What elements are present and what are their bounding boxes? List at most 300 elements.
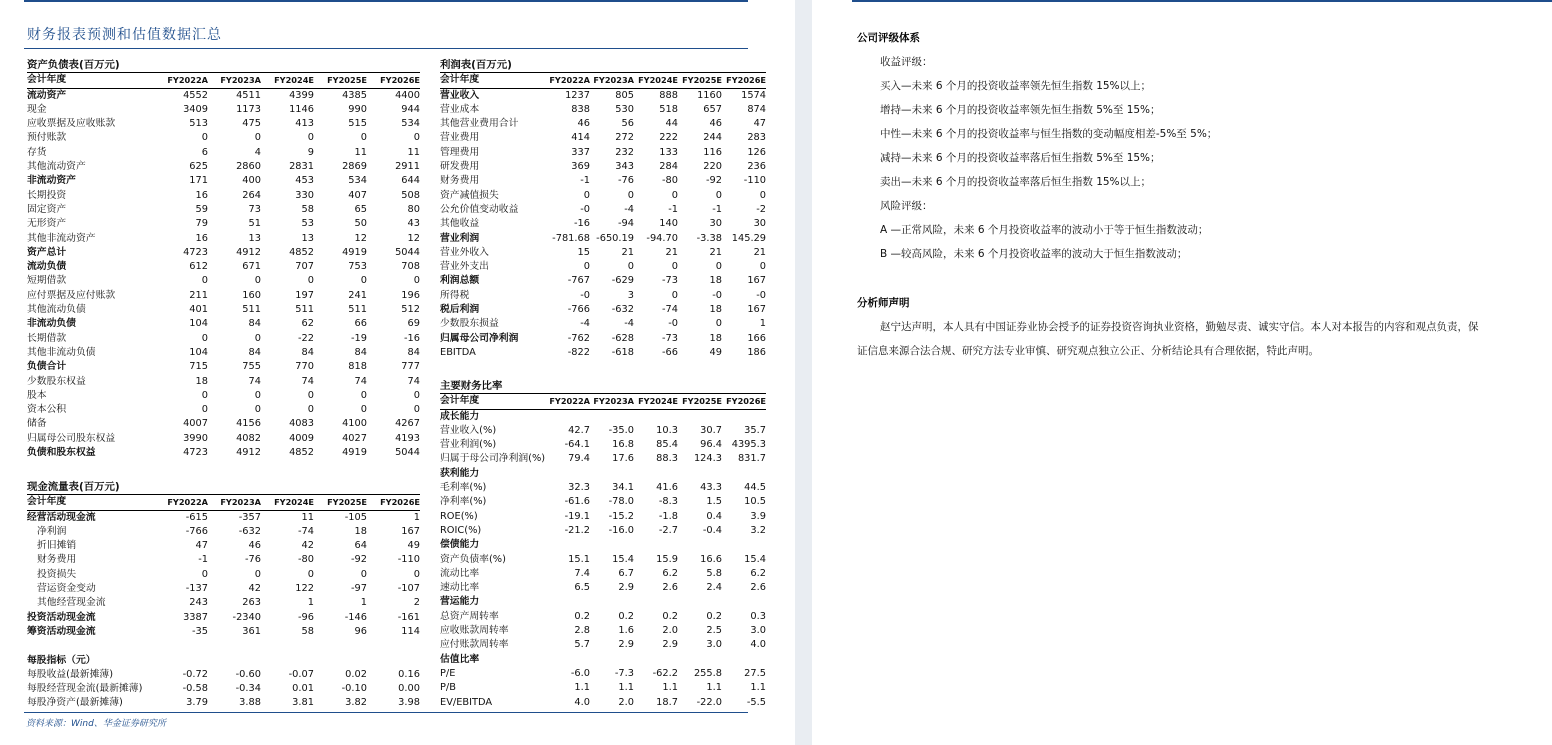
balance-sheet-table: [27, 58, 420, 460]
table-row: [27, 654, 420, 668]
table-row: [27, 539, 420, 553]
cell-value: 944: [401, 103, 420, 115]
row-label: 筹资活动现金流: [27, 625, 96, 637]
table-row: [27, 246, 420, 260]
cell-value: 0: [413, 275, 420, 287]
cell-value: 6.5: [574, 582, 590, 594]
row-label: 储备: [27, 418, 47, 430]
cell-value: -22.0: [696, 696, 722, 708]
cell-value: 49: [407, 540, 420, 552]
cell-value: 1: [307, 597, 314, 609]
row-label: 营业费用: [440, 132, 480, 144]
cell-value: 145.29: [731, 232, 767, 244]
cell-value: [590, 409, 634, 424]
row-label: 营运能力: [440, 596, 480, 608]
cell-value: [722, 653, 766, 667]
row-label: 其他流动资产: [27, 161, 86, 173]
cell-value: 1.1: [750, 682, 766, 694]
cell-value: -35.0: [608, 424, 634, 436]
cell-value: 6.2: [750, 567, 766, 579]
cell-value: 4723: [183, 447, 208, 459]
cell-value: 64: [354, 540, 367, 552]
table-row: [440, 232, 766, 246]
cell-value: 104: [189, 346, 208, 358]
table-row: [27, 131, 420, 145]
row-label: 非流动资产: [27, 175, 76, 187]
cell-value: -137: [185, 583, 208, 595]
cell-value: 30.7: [700, 424, 722, 436]
cell-value: -73: [661, 332, 678, 344]
cell-value: -1: [668, 203, 678, 215]
cell-value: 62: [301, 318, 314, 330]
cell-value: -19.1: [564, 510, 590, 522]
year-header: FY2022A: [546, 394, 590, 409]
cell-value: 4852: [289, 246, 314, 258]
cell-value: [314, 639, 367, 653]
cell-value: [722, 467, 766, 481]
row-label: 少数股东权益: [27, 375, 86, 387]
cell-value: 220: [703, 161, 722, 173]
row-label: 净利率(%): [440, 496, 487, 508]
cell-value: 401: [189, 304, 208, 316]
row-label: 税后利润: [440, 304, 480, 316]
cell-value: 18: [354, 525, 367, 537]
cell-value: 0: [413, 389, 420, 401]
row-label: 营业利润: [440, 232, 480, 244]
table-row: [440, 553, 766, 567]
cell-value: 65: [354, 203, 367, 215]
table-row: [27, 403, 420, 417]
cell-value: 0: [759, 261, 767, 273]
table-row: [440, 481, 766, 495]
row-label: 投资活动现金流: [27, 611, 96, 623]
cell-value: 4193: [395, 432, 420, 444]
cell-value: -105: [344, 511, 367, 523]
cell-value: [546, 409, 590, 424]
cell-value: 74: [354, 375, 367, 387]
table-row: [440, 317, 766, 331]
cell-value: 16: [195, 232, 208, 244]
cell-value: 69: [407, 318, 420, 330]
cell-value: 2.9: [618, 639, 634, 651]
row-label: 公允价值变动收益: [440, 203, 519, 215]
cell-value: 0: [201, 568, 208, 580]
cell-value: [678, 595, 722, 609]
cell-value: -76: [617, 175, 634, 187]
cell-value: -4: [580, 318, 590, 330]
cell-value: 657: [703, 103, 722, 115]
cell-value: -0.07: [288, 668, 314, 680]
fiscal-year-label: 会计年度: [440, 73, 546, 88]
cell-value: 888: [659, 89, 678, 101]
cell-value: [367, 639, 420, 653]
cell-value: 49: [709, 346, 722, 358]
cell-value: 2869: [342, 161, 367, 173]
cell-value: 0.4: [706, 510, 722, 522]
cell-value: 35.7: [744, 424, 766, 436]
cell-value: -0: [580, 289, 590, 301]
row-label: 负债合计: [27, 361, 67, 373]
cell-value: 0: [307, 275, 314, 287]
cell-value: -0: [668, 318, 678, 330]
year-header: FY2024E: [261, 495, 314, 510]
cell-value: 104: [189, 318, 208, 330]
cell-value: -615: [185, 511, 208, 523]
cell-value: 0: [715, 189, 722, 201]
cell-value: 21: [753, 246, 767, 258]
row-label: 资本公积: [27, 404, 67, 416]
cell-value: 17.6: [612, 453, 634, 465]
row-label: 其他非流动负债: [27, 346, 96, 358]
table-row: [440, 303, 766, 317]
cash-flow-table: [27, 480, 420, 711]
cell-value: 30: [753, 218, 767, 230]
cell-value: 369: [571, 161, 590, 173]
cell-value: 0.01: [292, 683, 314, 695]
row-label: P/E: [440, 667, 456, 679]
row-label: 利润总额: [440, 275, 480, 287]
cell-value: 0: [715, 318, 722, 330]
cell-value: -64.1: [564, 439, 590, 451]
cell-value: -6.0: [570, 667, 590, 679]
rating-system-heading: 公司评级体系: [857, 32, 920, 44]
cell-value: 4399: [289, 89, 314, 101]
cell-value: 4082: [236, 432, 261, 444]
cell-value: 126: [747, 146, 767, 158]
row-label: 流动资产: [27, 89, 67, 101]
row-label: P/B: [440, 682, 456, 694]
table-row: [440, 409, 766, 424]
cell-value: 3.81: [292, 697, 314, 709]
cell-value: [155, 639, 208, 653]
cell-value: 513: [189, 118, 208, 130]
table-row: [440, 274, 766, 288]
table-row: [440, 438, 766, 452]
cell-value: -632: [611, 304, 634, 316]
cell-value: 4552: [183, 89, 208, 101]
cell-value: 2.0: [662, 625, 678, 637]
table-row: [27, 389, 420, 403]
cell-value: 15.9: [656, 553, 678, 565]
cell-value: -94.70: [646, 232, 678, 244]
row-label: 无形资产: [27, 218, 67, 230]
cell-value: 11: [301, 511, 314, 523]
cell-value: 4400: [395, 89, 420, 101]
cell-value: 3990: [183, 432, 208, 444]
rating-line: 增持—未来 6 个月的投资收益率领先恒生指数 5%至 15%；: [880, 104, 1161, 116]
table-row: [27, 553, 420, 567]
cell-value: -21.2: [564, 524, 590, 536]
table-row: [27, 682, 420, 696]
cell-value: 42.7: [568, 424, 590, 436]
cell-value: -0.34: [235, 683, 261, 695]
cell-value: 1.1: [662, 682, 678, 694]
cell-value: 1173: [236, 103, 261, 115]
cell-value: -0: [580, 203, 590, 215]
cell-value: -35: [191, 625, 208, 637]
row-label: 经营活动现金流: [27, 511, 96, 523]
cell-value: 2.8: [574, 625, 590, 637]
cell-value: [261, 654, 314, 668]
cell-value: 0: [360, 132, 367, 144]
cell-value: 3.0: [706, 639, 722, 651]
cell-value: 5044: [395, 447, 420, 459]
cell-value: 0: [671, 261, 678, 273]
cell-value: 4267: [395, 418, 420, 430]
cell-value: [314, 654, 367, 668]
cell-value: 15.4: [612, 553, 634, 565]
cell-value: 1: [413, 511, 420, 523]
table-row: [27, 274, 420, 288]
cell-value: 7.4: [574, 567, 590, 579]
year-header: FY2023A: [208, 495, 261, 510]
source-note: 资料来源：Wind、华金证券研究所: [26, 719, 166, 729]
cell-value: [590, 467, 634, 481]
cell-value: 66: [354, 318, 367, 330]
row-label: 应付账款周转率: [440, 639, 509, 651]
cell-value: [722, 538, 766, 552]
year-header: FY2025E: [678, 394, 722, 409]
cell-value: -92: [705, 175, 722, 187]
cell-value: [155, 654, 208, 668]
cell-value: 74: [407, 375, 420, 387]
row-label: 现金: [27, 103, 47, 115]
cell-value: 1.1: [574, 682, 590, 694]
year-header: FY2023A: [208, 73, 261, 88]
cell-value: 3.0: [750, 625, 766, 637]
cell-value: 805: [615, 89, 634, 101]
cell-value: 0: [413, 132, 420, 144]
cell-value: -4: [624, 318, 634, 330]
cell-value: 283: [747, 132, 767, 144]
cell-value: 414: [571, 132, 590, 144]
table-title-row: [27, 480, 420, 495]
cell-value: 2.5: [706, 625, 722, 637]
cell-value: 2.0: [618, 696, 634, 708]
cell-value: 41.6: [656, 482, 678, 494]
analyst-statement-heading: 分析师声明: [857, 297, 910, 309]
row-label: 每股指标（元）: [27, 654, 96, 666]
table-row: [27, 117, 420, 131]
cell-value: -80: [297, 554, 314, 566]
cell-value: 11: [354, 146, 367, 158]
table-row: [440, 424, 766, 438]
table-row: [27, 639, 420, 653]
cell-value: 407: [348, 189, 367, 201]
cell-value: 166: [747, 332, 767, 344]
cell-value: 3.88: [239, 697, 261, 709]
row-label: 偿债能力: [440, 539, 480, 551]
cell-value: 0: [413, 568, 420, 580]
cell-value: -7.3: [614, 667, 634, 679]
year-header: FY2022A: [155, 73, 208, 88]
cell-value: [367, 654, 420, 668]
cell-value: 6.2: [662, 567, 678, 579]
row-label: 其他收益: [440, 218, 480, 230]
cell-value: 3.9: [750, 510, 766, 522]
row-label: 管理费用: [440, 146, 480, 158]
cell-value: 508: [401, 189, 420, 201]
table-title: 主要财务比率: [440, 379, 766, 394]
cell-value: -16: [403, 332, 420, 344]
cell-value: 0.3: [750, 610, 766, 622]
cell-value: 167: [747, 275, 767, 287]
table-row: [27, 375, 420, 389]
table-row: [440, 346, 766, 360]
table-row: [27, 432, 420, 446]
cell-value: -107: [397, 583, 420, 595]
cell-value: 124.3: [693, 453, 722, 465]
top-rule-right: [852, 0, 1552, 2]
cell-value: [634, 595, 678, 609]
cell-value: 140: [659, 218, 678, 230]
cell-value: -0: [756, 289, 767, 301]
cell-value: [678, 409, 722, 424]
cell-value: 15.1: [568, 553, 590, 565]
cell-value: 2.6: [662, 582, 678, 594]
row-label: 总资产周转率: [440, 610, 499, 622]
cell-value: 167: [401, 525, 420, 537]
row-label: 流动比率: [440, 567, 480, 579]
cell-value: 0: [201, 275, 208, 287]
cell-value: -19: [350, 332, 367, 344]
table-row: [440, 624, 766, 638]
rating-line: 减持—未来 6 个月的投资收益率落后恒生指数 5%至 15%；: [880, 152, 1161, 164]
cell-value: -1: [198, 554, 208, 566]
cell-value: 96.4: [700, 439, 722, 451]
cell-value: 236: [747, 161, 767, 173]
year-header: FY2025E: [314, 495, 367, 510]
row-label: 财务费用: [440, 175, 480, 187]
cell-value: 232: [615, 146, 634, 158]
table-row: [440, 103, 766, 117]
cell-value: -94: [617, 218, 634, 230]
row-label: 折旧摊销: [37, 540, 77, 552]
row-label: 存货: [27, 146, 47, 158]
cell-value: 58: [301, 203, 314, 215]
table-row: [27, 446, 420, 460]
cell-value: 2.9: [662, 639, 678, 651]
cell-value: 400: [242, 175, 261, 187]
cell-value: 755: [242, 361, 261, 373]
cell-value: 5.7: [574, 639, 590, 651]
cell-value: 1160: [697, 89, 722, 101]
cell-value: 0.2: [618, 610, 634, 622]
cell-value: -632: [238, 525, 261, 537]
cell-value: 4385: [342, 89, 367, 101]
cell-value: 80: [407, 203, 420, 215]
cell-value: 51: [248, 218, 261, 230]
cell-value: 0: [627, 261, 634, 273]
cell-value: 74: [248, 375, 261, 387]
row-label: 资产负债率(%): [440, 553, 506, 565]
cell-value: 13: [248, 232, 261, 244]
cell-value: [546, 467, 590, 481]
year-header: FY2024E: [634, 73, 678, 88]
row-label: 归属于母公司净利润(%): [440, 453, 546, 465]
cell-value: -16.0: [608, 524, 634, 536]
row-label: 归属母公司股东权益: [27, 432, 116, 444]
table-row: [440, 146, 766, 160]
row-label: 所得税: [440, 289, 470, 301]
cell-value: 0.2: [706, 610, 722, 622]
cell-value: 0.2: [662, 610, 678, 622]
cell-value: 243: [189, 597, 208, 609]
cell-value: 0: [254, 332, 261, 344]
cell-value: 1.6: [618, 625, 634, 637]
cell-value: 6.7: [618, 567, 634, 579]
year-header: FY2026E: [722, 73, 766, 88]
cell-value: -766: [567, 304, 590, 316]
cell-value: 42: [301, 540, 314, 552]
cell-value: 530: [615, 103, 634, 115]
cell-value: -781.68: [552, 232, 590, 244]
cell-value: 0.00: [398, 683, 420, 695]
cell-value: -2: [756, 203, 767, 215]
cell-value: 186: [747, 346, 767, 358]
cell-value: 0: [413, 404, 420, 416]
cell-value: 4009: [289, 432, 314, 444]
table-row: [27, 317, 420, 331]
table-row: [440, 524, 766, 538]
row-label: 应收账款周转率: [440, 625, 509, 637]
table-row: [27, 568, 420, 582]
table-row: [27, 203, 420, 217]
cell-value: 4100: [342, 418, 367, 430]
rating-line: 收益评级：: [880, 56, 933, 68]
cell-value: -0.10: [341, 683, 367, 695]
cell-value: [634, 467, 678, 481]
cell-value: 2911: [395, 161, 420, 173]
cell-value: 21: [621, 246, 634, 258]
cell-value: -74: [297, 525, 314, 537]
table-row: [440, 467, 766, 481]
table-title: 资产负债表(百万元): [27, 58, 420, 73]
cell-value: 4156: [236, 418, 261, 430]
cell-value: 18: [709, 275, 722, 287]
cell-value: -1: [712, 203, 722, 215]
cell-value: 44: [665, 118, 678, 130]
cell-value: 79: [195, 218, 208, 230]
top-rule: [24, 0, 748, 2]
cell-value: 16.6: [700, 553, 722, 565]
cell-value: 4912: [236, 246, 261, 258]
cell-value: -0.72: [182, 668, 208, 680]
row-label: 投资损失: [37, 568, 77, 580]
financial-ratios-table: [440, 379, 766, 710]
rating-line: 卖出—未来 6 个月的投资收益率落后恒生指数 15%以上；: [880, 176, 1152, 188]
cell-value: 84: [354, 346, 367, 358]
cell-value: -1.8: [658, 510, 678, 522]
cell-value: 361: [242, 625, 261, 637]
cell-value: 272: [615, 132, 634, 144]
cell-value: -110: [397, 554, 420, 566]
row-label: 短期借款: [27, 275, 67, 287]
table-row: [440, 203, 766, 217]
year-header: FY2026E: [722, 394, 766, 409]
cell-value: 10.5: [744, 496, 766, 508]
cell-value: 5044: [395, 246, 420, 258]
table-row: [440, 117, 766, 131]
cell-value: 4919: [342, 246, 367, 258]
cell-value: 0: [254, 389, 261, 401]
cell-value: [678, 538, 722, 552]
cell-value: -766: [185, 525, 208, 537]
cell-value: 838: [571, 103, 590, 115]
cell-value: 534: [348, 175, 367, 187]
row-label: ROE(%): [440, 510, 478, 522]
cell-value: 18: [709, 332, 722, 344]
